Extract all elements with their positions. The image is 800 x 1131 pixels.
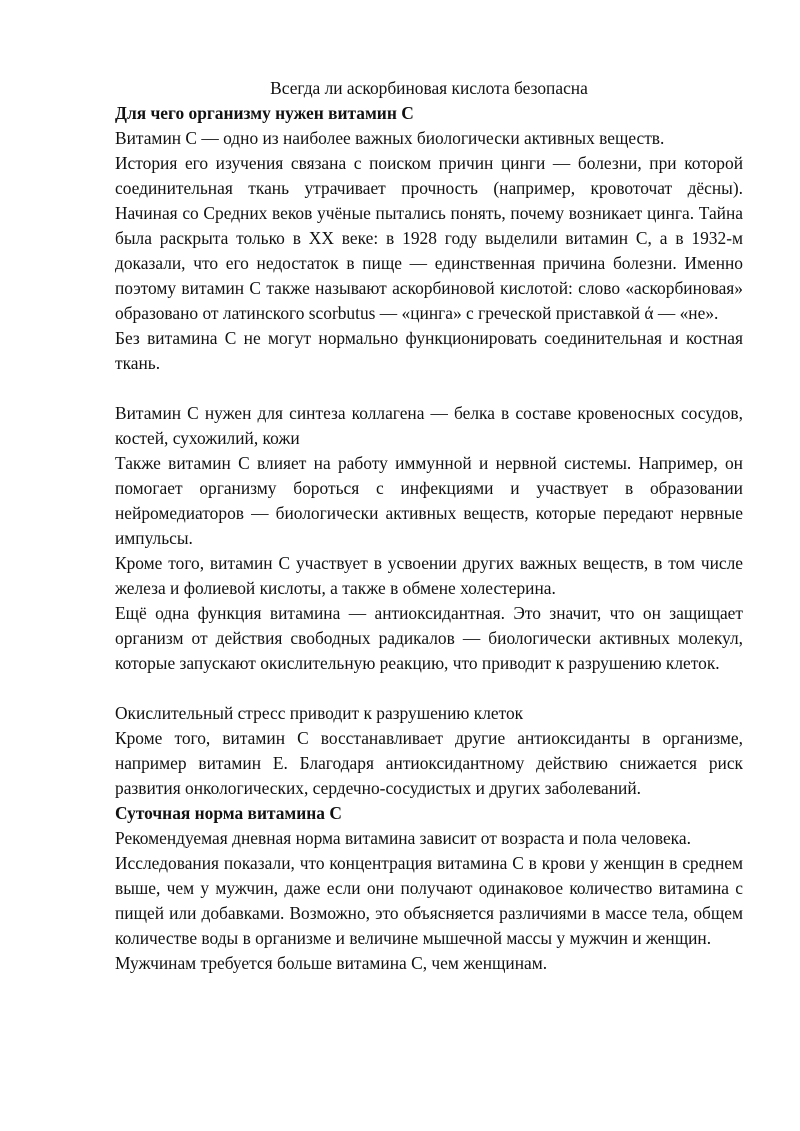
paragraph-intro: Витамин C — одно из наиболее важных биологически активных веществ. [115, 128, 665, 148]
document-title: Всегда ли аскорбиновая кислота безопасна [270, 78, 588, 98]
paragraph-research: Исследования показали, что концентрация витамина С в крови у женщин в среднем выше, чем у мужчин, даже если они получают одинаковое количество витамина с пищей или добавками. Возможно, это объясняется различиями в массе тела, общем количестве воды в организме и величине мышечной массы у мужчин и женщин. [115, 853, 743, 948]
section-heading-daily-norm: Суточная норма витамина С [115, 803, 342, 823]
section-heading-purpose: Для чего организму нужен витамин С [115, 103, 414, 123]
paragraph-tissue: Без витамина С не могут нормально функционировать соединительная и костная ткань. [115, 328, 743, 373]
spacer [115, 376, 743, 401]
paragraph-recommended: Рекомендуемая дневная норма витамина зависит от возраста и пола человека. [115, 828, 691, 848]
paragraph-immune: Также витамин С влияет на работу иммунной и нервной системы. Например, он помогает организму бороться с инфекциями и участвует в образовании нейромедиаторов — биологически активных веществ, которые передают нервные импульсы. [115, 453, 743, 548]
paragraph-antioxidant: Ещё одна функция витамина — антиоксидантная. Это значит, что он защищает организм от действия свободных радикалов — биологически активных молекул, которые запускают окислительную реакцию, что приводит к разрушению клеток. [115, 603, 743, 673]
paragraph-men: Мужчинам требуется больше витамина С, чем женщинам. [115, 953, 548, 973]
paragraph-history: История его изучения связана с поиском причин цинги — болезни, при которой соединительная ткань утрачивает прочность (например, кровоточат дёсны). Начиная со Средних веков учёные пытались понять, почему возникает цинга. Тайна была раскрыта только в XX веке: в 1928 году выделили витамин С, а в 1932-м доказали, что его недостаток в пище — единственная причина болезни. Именно поэтому витамин С также называют аскорбиновой кислотой: слово «аскорбиновая» образовано от латинского scorbutus — «цинга» с греческой приставкой ά — «не». [115, 153, 743, 323]
paragraph-absorption: Кроме того, витамин С участвует в усвоении других важных веществ, в том числе железа и фолиевой кислоты, а также в обмене холестерина. [115, 553, 743, 598]
spacer [115, 676, 743, 701]
paragraph-collagen: Витамин С нужен для синтеза коллагена — белка в составе кровеносных сосудов, костей, сухожилий, кожи [115, 403, 743, 448]
document-page [115, 76, 743, 976]
paragraph-restore: Кроме того, витамин С восстанавливает другие антиоксиданты в организме, например витамин Е. Благодаря антиоксидантному действию снижается риск развития онкологических, сердечно-сосудистых и других заболеваний. [115, 728, 743, 798]
paragraph-stress: Окислительный стресс приводит к разрушению клеток [115, 703, 524, 723]
